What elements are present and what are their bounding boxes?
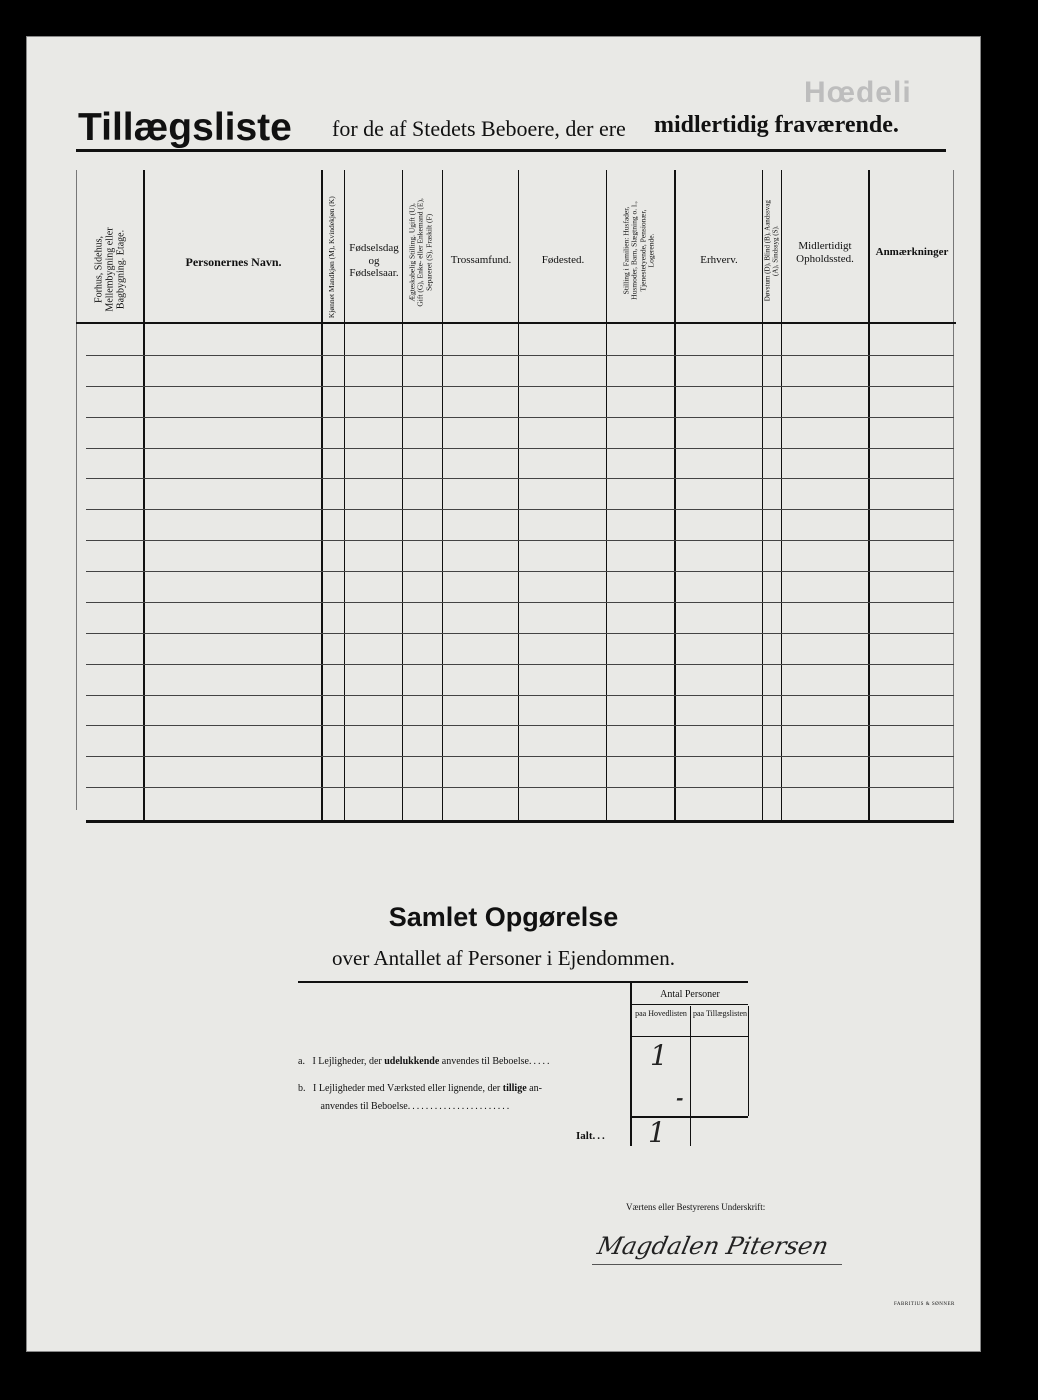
- header-name: Personernes Navn.: [185, 255, 282, 269]
- form-subtitle-bold: midlertidig fraværende.: [654, 112, 899, 138]
- header-birthplace: Fødested.: [541, 254, 585, 266]
- table-row-line: [86, 386, 954, 387]
- ialt-value: 1: [648, 1116, 666, 1149]
- ialt-label-text: Ialt: [576, 1130, 593, 1142]
- row-a-prefix: a.: [298, 1056, 305, 1067]
- row-b-text-1: I Lejligheder med Værksted eller lignende, der: [313, 1083, 501, 1094]
- table-row-line: [86, 478, 954, 479]
- col-line: [518, 170, 519, 820]
- summary-col-line: [630, 981, 632, 1146]
- form-subtitle: for de af Stedets Beboere, der ere: [332, 116, 626, 141]
- table-row-line: [86, 602, 954, 603]
- summary-col-line: [748, 1006, 749, 1116]
- summary-title: Samlet Opgørelse: [388, 902, 619, 932]
- corner-stamp: Hœdeli: [804, 76, 912, 109]
- summary-col-line: [690, 1006, 691, 1146]
- col-line: [442, 170, 443, 820]
- col-line: [402, 170, 403, 820]
- table-row-line: [86, 725, 954, 726]
- header-temp-residence: Midlertidigt Opholdssted.: [796, 240, 854, 265]
- summary-top-rule: [298, 981, 748, 983]
- table-bottom-rule: [86, 820, 954, 823]
- table-row-line: [86, 417, 954, 418]
- antal-personer-header: Antal Personer: [660, 989, 720, 1000]
- table-row-line: [86, 695, 954, 696]
- col-line: [76, 170, 77, 810]
- ialt-label: Ialt...: [576, 1130, 607, 1142]
- summary-header-rule: [630, 1036, 748, 1037]
- table-row-line: [86, 571, 954, 572]
- table-row-line: [86, 540, 954, 541]
- col-line: [674, 170, 676, 820]
- col-line: [143, 170, 145, 820]
- col-line: [344, 170, 345, 820]
- summary-header-rule: [630, 1004, 748, 1005]
- col-tillaegslisten: paa Tillægslisten: [692, 1009, 747, 1018]
- header-rule: [76, 322, 956, 324]
- signature-underline: [592, 1264, 842, 1265]
- col-line: [321, 170, 323, 820]
- table-row-line: [86, 756, 954, 757]
- table-row-line: [86, 355, 954, 356]
- census-sheet: [26, 36, 981, 1352]
- form-title: Tillægsliste: [78, 106, 292, 149]
- table-row-line: [86, 509, 954, 510]
- table-row-line: [86, 633, 954, 634]
- row-a-bold: udelukkende: [384, 1056, 440, 1067]
- header-marital: Ægteskabelig Stilling. Ugift (U), Gift (G), Enke- eller Enkemand (E), Separeret (S), Fraskilt (F): [407, 198, 434, 307]
- row-b-prefix: b.: [298, 1083, 306, 1094]
- table-row-line: [86, 787, 954, 788]
- col-hovedlisten: paa Hovedlisten: [635, 1009, 687, 1018]
- header-occupation: Erhverv.: [700, 254, 738, 266]
- header-disability: Døvstum (D), Blind (B), Aandssvag (A), Sindssyg (S).: [763, 200, 779, 302]
- row-b-text-2: anvendes til Beboelse: [320, 1101, 408, 1112]
- row-b-value: -: [676, 1088, 684, 1109]
- summary-subtitle: over Antallet af Personer i Ejendommen.: [332, 946, 675, 970]
- census-table: [76, 158, 956, 818]
- col-line: [953, 170, 954, 820]
- signature-name: Magdalen Pitersen: [595, 1232, 831, 1260]
- row-a-text-1: I Lejligheder, der: [312, 1056, 382, 1067]
- header-family-role: Stilling i Familien: Husfader, Husmoder, Barn, Slægtning o. l., Tjenestetyende, Pensionær, Logerende.: [621, 201, 656, 300]
- col-line: [868, 170, 870, 820]
- signature-label: Værtens eller Bestyrerens Underskrift:: [626, 1202, 766, 1212]
- title-rule: [76, 149, 946, 152]
- header-building: Forhus, Sidehus, Mellembygning eller Bagbygning. Etage.: [93, 227, 127, 312]
- row-b-bold: tillige: [502, 1083, 527, 1094]
- row-a: a. I Lejligheder, der udelukkende anvendes til Beboelse.....: [298, 1056, 552, 1067]
- table-row-line: [86, 448, 954, 449]
- header-religion: Trossamfund.: [450, 254, 512, 266]
- row-b: b. I Lejligheder med Værksted eller lignende, der tillige an- anvendes til Beboelse.......................: [298, 1083, 542, 1112]
- header-remarks: Anmærkninger: [875, 246, 949, 258]
- printer-mark: FABRITIUS & SØNNER: [894, 1302, 955, 1307]
- table-row-line: [86, 664, 954, 665]
- row-a-value: 1: [650, 1039, 668, 1072]
- col-line: [606, 170, 607, 820]
- header-gender: Kjønnet Mandkjøn (M), Kvindekjøn (K): [326, 196, 336, 319]
- row-a-text-2: anvendes til Beboelse: [441, 1056, 529, 1067]
- header-birthdate: Fødselsdag og Fødselsaar.: [349, 242, 399, 280]
- col-line: [781, 170, 782, 820]
